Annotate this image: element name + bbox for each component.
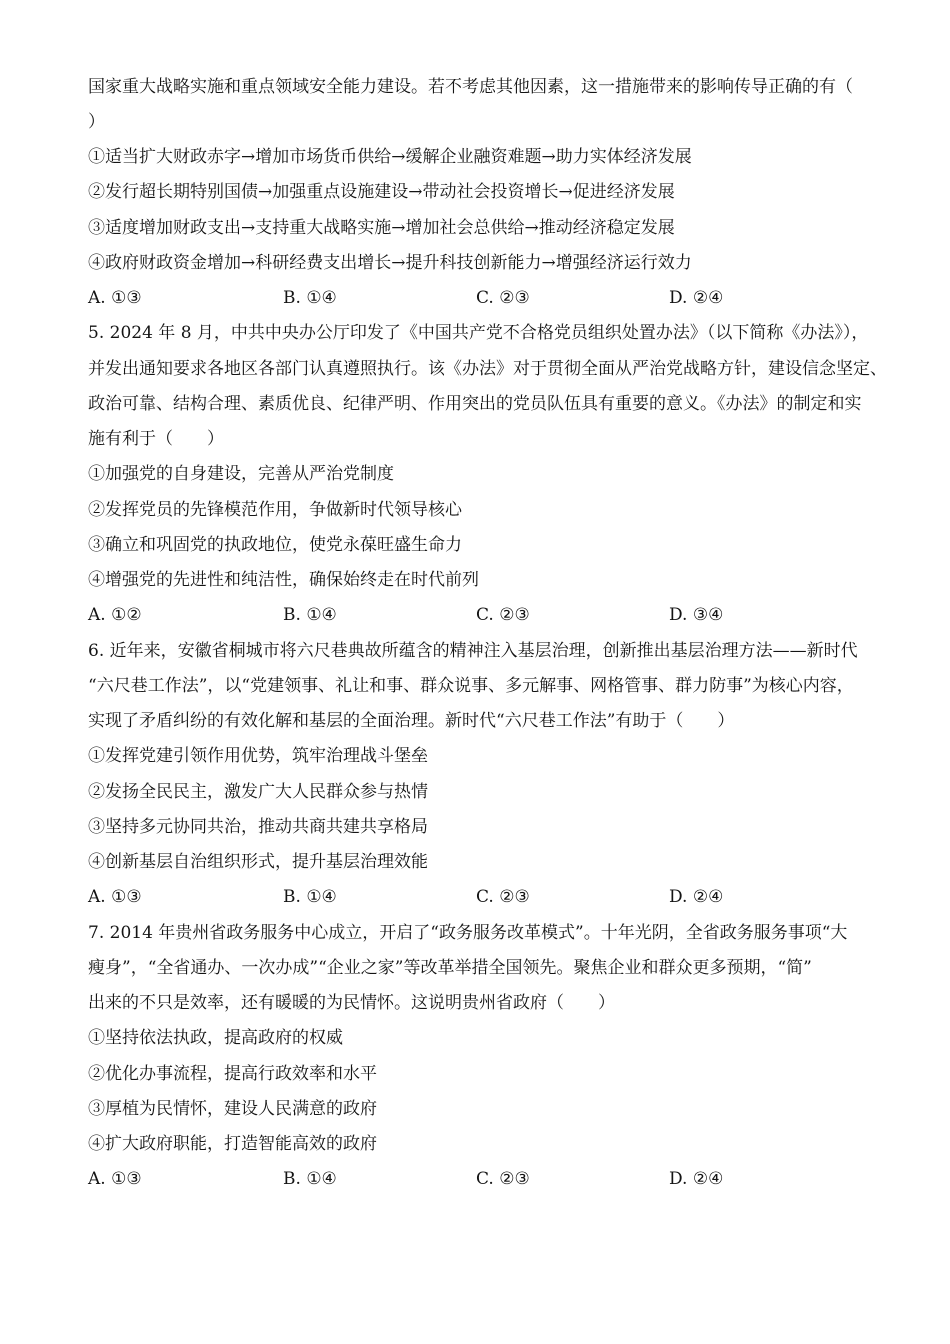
choice-b — [283, 281, 337, 316]
choice-value: ②③ — [499, 605, 530, 626]
choice-d — [669, 598, 723, 633]
choice-c — [476, 880, 530, 915]
choice-value: ②④ — [692, 1169, 724, 1190]
statement-2: ②发挥党员的先锋模范作用，争做新时代领导核心 — [88, 499, 462, 520]
question-stem-line: 并发出通知要求各地区各部门认真遵照执行。该《办法》对于贯彻全面从严治党战略方针，建设信念坚定、 — [88, 358, 887, 379]
statement-4: ④增强党的先进性和纯洁性，确保始终走在时代前列 — [88, 570, 479, 590]
choice-letter: A. — [88, 1169, 106, 1190]
question-stem-line: 出来的不只是效率，还有暖暖的为民情怀。这说明贵州省政府（ ） — [88, 993, 615, 1013]
statement-1: ①发挥党建引领作用优势，筑牢治理战斗堡垒 — [88, 746, 428, 767]
question-stem-text: 2024 年 8 月，中共中央办公厅印发了《中国共产党不合格党员组织处置办法》（以下简称《办法》）， — [109, 323, 869, 344]
question-number: 5. — [88, 323, 105, 344]
question-stem-line: 实现了矛盾纠纷的有效化解和基层的全面治理。新时代“六尺巷工作法”有助于（ ） — [88, 711, 735, 731]
question-stem-line: “六尺巷工作法”，以“党建领事、礼让和事、群众说事、多元解事、网格管事、群力防事”为核心内容， — [88, 675, 854, 696]
question-7 — [88, 916, 938, 1198]
question-6 — [88, 634, 938, 916]
question-number: 7. — [88, 922, 105, 943]
choice-letter: B. — [283, 1169, 301, 1190]
choice-value: ①② — [111, 605, 142, 626]
choice-value: ①④ — [306, 887, 337, 908]
question-stem-line: 施有利于（ ） — [88, 429, 224, 449]
statement-2: ②优化办事流程，提高行政效率和水平 — [88, 1063, 377, 1084]
choice-row — [88, 880, 938, 915]
choice-value: ①④ — [306, 1169, 337, 1190]
choice-letter: B. — [283, 605, 301, 626]
choice-a — [88, 880, 142, 915]
choice-c — [476, 1162, 530, 1197]
choice-letter: B. — [283, 887, 301, 908]
statement-4: ④政府财政资金增加→科研经费支出增长→提升科技创新能力→增强经济运行效力 — [88, 252, 692, 273]
choice-letter: C. — [476, 605, 494, 626]
question-4 — [88, 70, 938, 317]
choice-letter: C. — [476, 1169, 494, 1190]
statement-3: ③确立和巩固党的执政地位，使党永葆旺盛生命力 — [88, 534, 462, 555]
statement-2: ②发行超长期特别国债→加强重点设施建设→带动社会投资增长→促进经济发展 — [88, 182, 675, 203]
statement-1: ①加强党的自身建设，完善从严治党制度 — [88, 464, 394, 485]
question-5 — [88, 316, 938, 633]
choice-value: ①④ — [306, 605, 337, 626]
choice-letter: B. — [283, 288, 301, 308]
question-stem-line — [88, 916, 938, 951]
choice-letter: C. — [476, 887, 494, 908]
statement-3: ③厚植为民情怀，建设人民满意的政府 — [88, 1098, 377, 1119]
question-stem-line: ） — [88, 111, 105, 132]
choice-d — [669, 880, 723, 915]
statement-1: ①适当扩大财政赤字→增加市场货币供给→缓解企业融资难题→助力实体经济发展 — [88, 147, 692, 167]
choice-row — [88, 281, 938, 316]
question-stem-line — [88, 634, 938, 669]
question-stem-line: 瘦身”，“全省通办、一次办成”“企业之家”等改革举措全国领先。聚焦企业和群众更多预期，“简” — [88, 957, 812, 978]
choice-d — [669, 1162, 723, 1197]
choice-row — [88, 1162, 938, 1197]
choice-letter: D. — [669, 605, 688, 626]
choice-b — [283, 880, 337, 915]
question-stem-line: 政治可靠、结构合理、素质优良、纪律严明、作用突出的党员队伍具有重要的意义。《办法》的制定和实 — [88, 393, 862, 414]
statement-1: ①坚持依法执政，提高政府的权威 — [88, 1028, 343, 1049]
choice-a — [88, 281, 142, 316]
choice-letter: D. — [669, 887, 688, 908]
choice-a — [88, 598, 142, 633]
choice-c — [476, 281, 530, 316]
choice-letter: D. — [669, 288, 688, 308]
page-content — [88, 70, 938, 1198]
choice-value: ①③ — [111, 288, 142, 308]
choice-value: ②③ — [499, 288, 530, 308]
choice-d — [669, 281, 723, 316]
statement-4: ④扩大政府职能，打造智能高效的政府 — [88, 1134, 377, 1154]
choice-letter: A. — [88, 887, 106, 908]
choice-c — [476, 598, 530, 633]
choice-value: ②③ — [499, 887, 530, 908]
choice-value: ③④ — [692, 605, 724, 626]
choice-b — [283, 1162, 337, 1197]
statement-3: ③坚持多元协同共治，推动共商共建共享格局 — [88, 816, 428, 837]
choice-letter: D. — [669, 1169, 688, 1190]
choice-a — [88, 1162, 142, 1197]
choice-value: ②④ — [692, 288, 724, 308]
choice-value: ①④ — [306, 288, 337, 308]
question-stem-line — [88, 316, 938, 351]
choice-value: ①③ — [111, 1169, 142, 1190]
choice-value: ①③ — [111, 887, 142, 908]
choice-value: ②④ — [692, 887, 724, 908]
statement-3: ③适度增加财政支出→支持重大战略实施→增加社会总供给→推动经济稳定发展 — [88, 217, 675, 238]
choice-letter: A. — [88, 288, 106, 308]
statement-4: ④创新基层自治组织形式，提升基层治理效能 — [88, 852, 428, 872]
statement-2: ②发扬全民民主，激发广大人民群众参与热情 — [88, 781, 428, 802]
question-number: 6. — [88, 640, 105, 661]
question-stem-line: 国家重大战略实施和重点领域安全能力建设。若不考虑其他因素，这一措施带来的影响传导正确的有（ — [88, 76, 853, 97]
choice-value: ②③ — [499, 1169, 530, 1190]
choice-letter: A. — [88, 605, 106, 626]
question-stem-text: 2014 年贵州省政务服务中心成立，开启了“政务服务改革模式”。十年光阴，全省政务服务事项“大 — [109, 922, 848, 943]
choice-row — [88, 598, 938, 633]
choice-b — [283, 598, 337, 633]
question-stem-text: 近年来，安徽省桐城市将六尺巷典故所蕴含的精神注入基层治理，创新推出基层治理方法——新时代 — [109, 640, 858, 661]
choice-letter: C. — [476, 288, 494, 308]
